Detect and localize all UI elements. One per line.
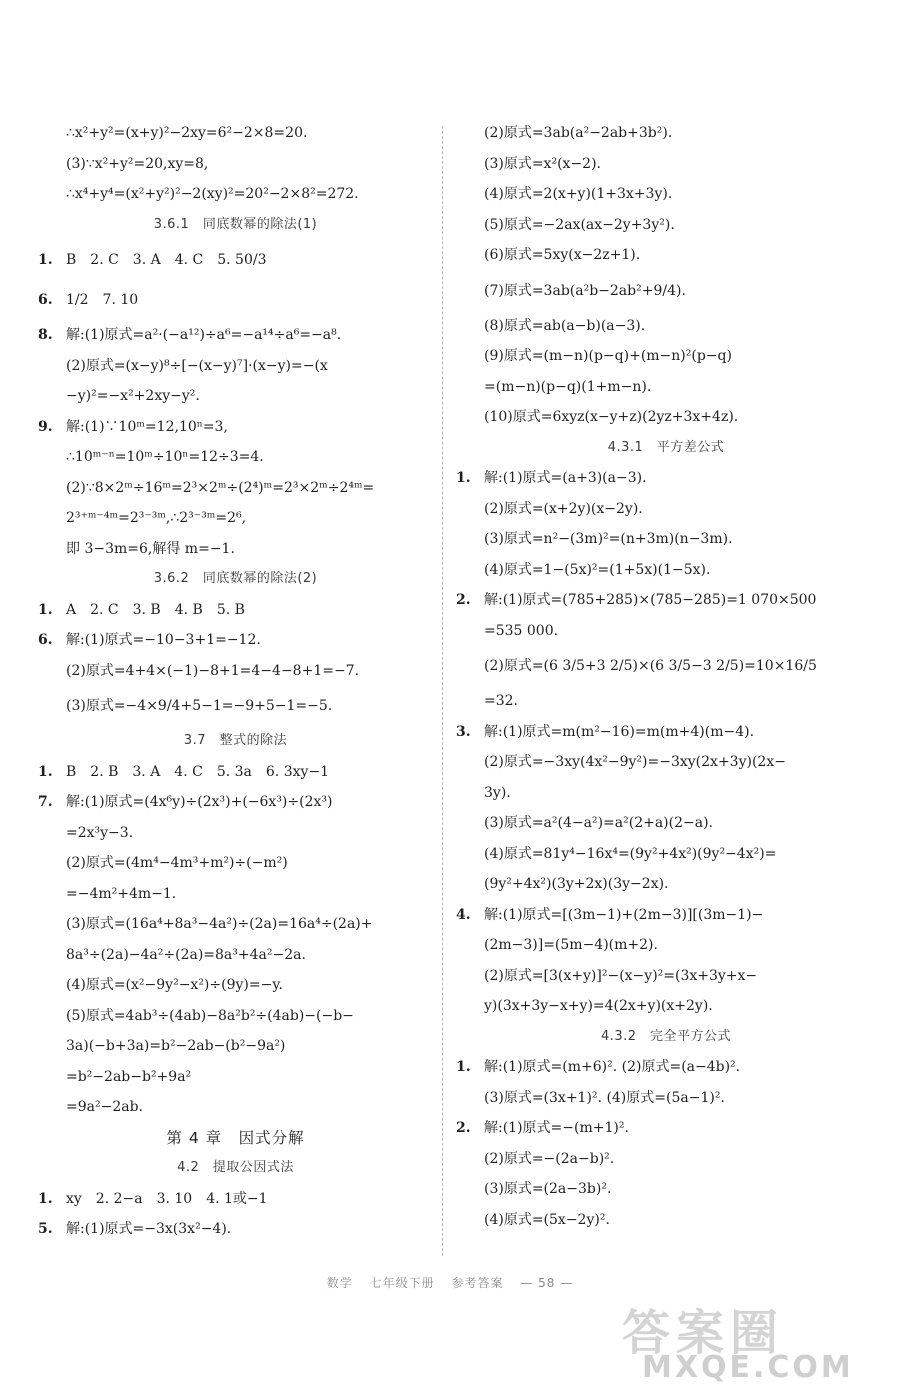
item-number: 2.: [456, 592, 471, 608]
answer-line: =32.: [484, 693, 518, 709]
answer-line: 3y).: [484, 784, 511, 801]
item-number: 6.: [38, 632, 53, 648]
answer-line: (4)原式=1−(5x)²=(1+5x)(1−5x).: [484, 561, 711, 578]
page-number: — 58 —: [520, 1276, 574, 1290]
answer-line: (2m−3)]=(5m−4)(m+2).: [484, 937, 658, 953]
answer-item: [38, 280, 433, 320]
answer-line: (2)原式=(x−y)⁸÷[−(x−y)⁷]·(x−y)=−(x: [66, 357, 328, 374]
answer-item: [456, 1052, 876, 1083]
answer-line: (6)原式=5xy(x−2z+1).: [484, 247, 641, 263]
item-text: 解:(1)原式=(4x⁶y)÷(2x³)+(−6x³)÷(2x³): [66, 794, 333, 810]
answer-item: [456, 717, 876, 748]
answer-line: (3)原式=(2a−3b)².: [484, 1181, 612, 1197]
item-text: 解:(1)原式=m(m²−16)=m(m+4)(m−4).: [484, 723, 755, 740]
answer-line: =9a²−2ab.: [66, 1099, 143, 1115]
answer-line: (9y²+4x²)(3y+2x)(3y−2x).: [484, 876, 669, 892]
answer-line: =535 000.: [484, 622, 559, 639]
answer-line: 3a)(−b+3a)=b²−2ab−(b²−9a²): [66, 1038, 286, 1054]
answer-line: 即 3−3m=6,解得 m=−1.: [66, 540, 235, 557]
answer-line: =2x³y−3.: [66, 824, 134, 841]
item-number: 1.: [38, 1190, 53, 1207]
answer-line: (5)原式=−2ax(ax−2y+3y²).: [484, 216, 675, 233]
section-heading: 3.6.1 同底数幂的除法(1): [153, 216, 318, 232]
left-column: [38, 118, 433, 1245]
item-text: 解:(1)原式=a²·(−a¹²)÷a⁶=−a¹⁴÷a⁶=−a⁸.: [66, 327, 342, 343]
item-number: 3.: [456, 723, 471, 740]
item-number: 1.: [456, 470, 471, 486]
answer-item: [38, 1214, 433, 1245]
answer-line: (2)原式=(x+2y)(x−2y).: [484, 500, 643, 517]
answer-line: (3)原式=x²(x−2).: [484, 155, 601, 172]
item-text: 解:(1)原式=(a+3)(a−3).: [484, 470, 647, 486]
footer-subject: 数学: [326, 1276, 353, 1290]
answer-line: (3)原式=(3x+1)². (4)原式=(5a−1)².: [484, 1089, 725, 1106]
answer-line: (2)原式=3ab(a²−2ab+3b²).: [484, 125, 673, 141]
item-number: 5.: [38, 1221, 53, 1237]
footer-grade: 七年级下册: [369, 1276, 435, 1290]
item-number: 4.: [456, 906, 471, 923]
watermark-logo: [622, 1294, 892, 1386]
item-text: 解:(1)原式=(m+6)². (2)原式=(a−4b)².: [484, 1059, 741, 1075]
item-number: 8.: [38, 327, 53, 343]
answer-line: ∴10ᵐ⁻ⁿ=10ᵐ÷10ⁿ=12÷3=4.: [66, 449, 264, 465]
item-text: A 2. C 3. B 4. B 5. B: [66, 601, 245, 618]
footer-label: 参考答案: [451, 1276, 504, 1290]
page-footer: [0, 1274, 900, 1291]
answer-item: [38, 412, 433, 443]
answer-item: [38, 757, 433, 788]
answer-line: y)(3x+3y−x+y)=4(2x+y)(x+2y).: [484, 998, 713, 1014]
answer-line: 2³⁺ᵐ⁻⁴ᵐ=2³⁻³ᵐ,∴2³⁻³ᵐ=2⁶,: [66, 510, 247, 526]
answer-line: (2)原式=(6 3/5+3 2/5)×(6 3/5−3 2/5)=10×16/5: [484, 658, 817, 674]
answer-line: (4)原式=(x²−9y²−x²)÷(9y)=−y.: [66, 977, 283, 993]
item-number: 6.: [38, 292, 53, 308]
item-number: 9.: [38, 418, 53, 435]
item-text: xy 2. 2−a 3. 10 4. 1或−1: [66, 1190, 268, 1207]
item-text: 解:(1)原式=−3x(3x²−4).: [66, 1221, 232, 1237]
answer-line: (2)原式=−3xy(4x²−9y²)=−3xy(2x+3y)(2x−: [484, 754, 786, 770]
answer-line: (7)原式=3ab(a²b−2ab²+9/4).: [484, 282, 686, 299]
watermark-bottom: MXQE.COM: [642, 1350, 854, 1385]
answer-line: =−4m²+4m−1.: [66, 885, 177, 902]
answer-item: [456, 585, 876, 616]
watermark-top: 答案圈: [622, 1305, 785, 1361]
section-heading: 4.3.1 平方差公式: [607, 439, 725, 455]
item-text: 解:(1)原式=−(m+1)².: [484, 1120, 629, 1136]
answer-item: [38, 1184, 433, 1215]
item-number: 7.: [38, 794, 53, 810]
section-heading: 4.2 提取公因式法: [177, 1160, 294, 1175]
section-heading: 4.3.2 完全平方公式: [600, 1028, 732, 1044]
answer-item: [38, 240, 433, 280]
section-heading: 3.7 整式的除法: [183, 733, 288, 748]
item-text: 解:(1)原式=−10−3+1=−12.: [66, 632, 261, 648]
item-text: B 2. B 3. A 4. C 5. 3a 6. 3xy−1: [66, 763, 330, 780]
answer-line: (9)原式=(m−n)(p−q)+(m−n)²(p−q): [484, 348, 732, 364]
right-column: [456, 118, 876, 1235]
item-number: 1.: [38, 252, 53, 268]
section-heading: 3.6.2 同底数幂的除法(2): [153, 571, 318, 586]
item-number: 2.: [456, 1120, 471, 1136]
answer-line: (4)原式=2(x+y)(1+3x+3y).: [484, 186, 673, 202]
item-text: 解:(1)原式=[(3m−1)+(2m−3)][(3m−1)−: [484, 906, 764, 923]
answer-item: [456, 1113, 876, 1144]
answer-line: (8)原式=ab(a−b)(a−3).: [484, 317, 646, 334]
answer-line: (2)∵8×2ᵐ÷16ᵐ=2³×2ᵐ÷(2⁴)ᵐ=2³×2ᵐ÷2⁴ᵐ=: [66, 479, 375, 496]
item-text: 解:(1)原式=(785+285)×(785−285)=1 070×500: [484, 592, 817, 608]
answer-line: (2)原式=(4m⁴−4m³+m²)÷(−m²): [66, 855, 288, 871]
answer-line: =b²−2ab−b²+9a²: [66, 1068, 192, 1085]
chapter-heading: 第 4 章 因式分解: [166, 1128, 305, 1147]
item-text: 解:(1)∵10ᵐ=12,10ⁿ=3,: [66, 418, 228, 435]
answer-line: (3)原式=(16a⁴+8a³−4a²)÷(2a)=16a⁴÷(2a)+: [66, 916, 373, 932]
answer-item: [38, 625, 433, 656]
answer-line: −y)²=−x²+2xy−y².: [66, 388, 200, 404]
answer-item: [38, 595, 433, 626]
answer-line: (2)原式=[3(x+y)]²−(x−y)²=(3x+3y+x−: [484, 967, 758, 984]
answer-item: [38, 320, 433, 351]
answer-line: (3)∵x²+y²=20,xy=8,: [66, 155, 209, 172]
answer-line: (4)原式=81y⁴−16x⁴=(9y²+4x²)(9y²−4x²)=: [484, 845, 777, 862]
answer-line: (3)原式=−4×9/4+5−1=−9+5−1=−5.: [66, 698, 333, 714]
item-number: 1.: [456, 1059, 471, 1075]
answer-item: [38, 787, 433, 818]
item-number: 1.: [38, 601, 53, 618]
answer-line: 8a³÷(2a)−4a²÷(2a)=8a³+4a²−2a.: [66, 946, 306, 963]
answer-line: (3)原式=a²(4−a²)=a²(2+a)(2−a).: [484, 815, 713, 831]
answer-line: (2)原式=−(2a−b)².: [484, 1150, 615, 1167]
answer-line: =(m−n)(p−q)(1+m−n).: [484, 378, 652, 395]
answer-line: ∴x²+y²=(x+y)²−2xy=6²−2×8=20.: [66, 125, 308, 141]
item-text: B 2. C 3. A 4. C 5. 50/3: [66, 252, 267, 268]
answer-line: (4)原式=(5x−2y)².: [484, 1211, 610, 1228]
answer-item: [456, 900, 876, 931]
item-text: 1/2 7. 10: [66, 292, 139, 308]
answer-line: (2)原式=4+4×(−1)−8+1=4−4−8+1=−7.: [66, 662, 360, 679]
item-number: 1.: [38, 763, 53, 780]
answer-line: ∴x⁴+y⁴=(x²+y²)²−2(xy)²=20²−2×8²=272.: [66, 186, 359, 202]
column-divider: [442, 126, 443, 1256]
answer-line: (10)原式=6xyz(x−y+z)(2yz+3x+4z).: [484, 409, 739, 425]
answer-line: (5)原式=4ab³÷(4ab)−8a²b²÷(4ab)−(−b−: [66, 1007, 354, 1024]
answer-item: [456, 463, 876, 494]
answer-line: (3)原式=n²−(3m)²=(n+3m)(n−3m).: [484, 531, 733, 547]
